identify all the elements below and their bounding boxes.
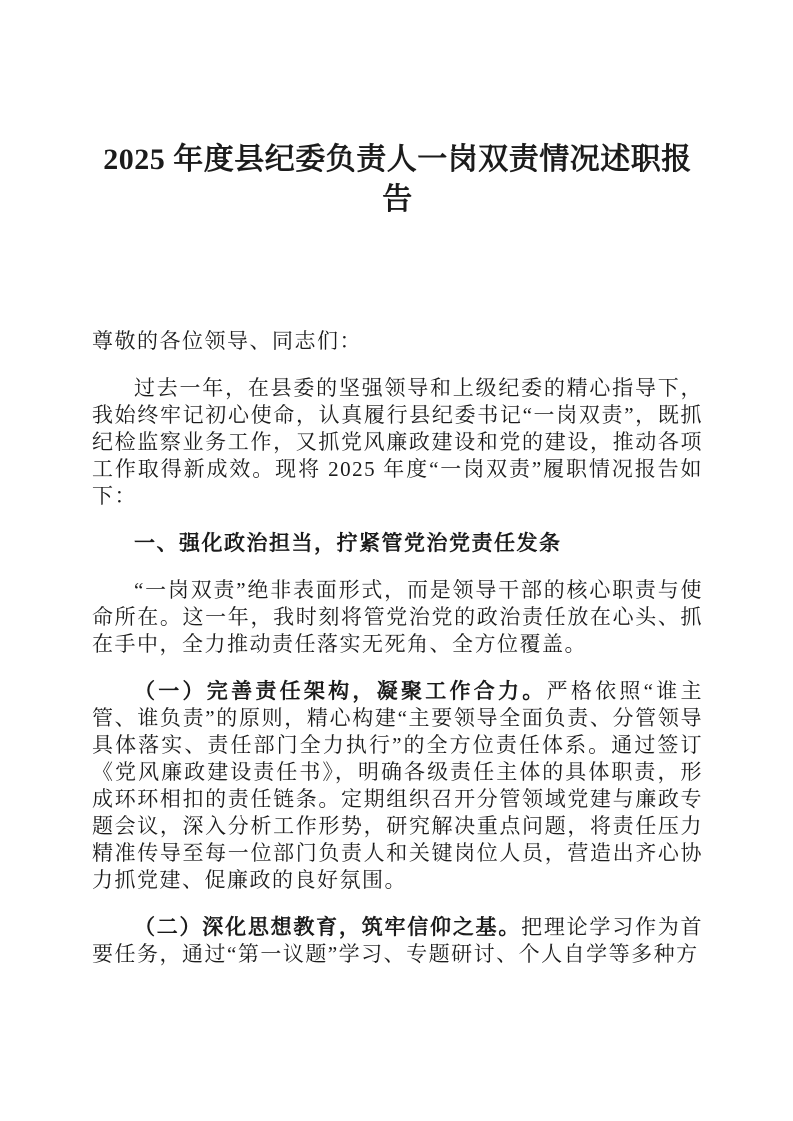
subsection-2-text: 把理论学习作为首要任务，通过“第一议题”学习、专题研讨、个人自学等多种方 xyxy=(92,915,704,966)
paragraph-section-overview: “一岗双责”绝非表面形式，而是领导干部的核心职责与使命所在。这一年，我时刻将管党治党的政治责任放在心头、抓在手中，全力推动责任落实无死角、全方位覆盖。 xyxy=(92,578,703,656)
document-title: 2025 年度县纪委负责人一岗双责情况述职报告 xyxy=(103,143,692,216)
section-heading-one: 一、强化政治担当，拧紧管党治党责任发条 xyxy=(134,531,562,555)
subsection-1-lead: （一）完善责任架构，凝聚工作合力。 xyxy=(134,679,547,703)
salutation-line: 尊敬的各位领导、同志们： xyxy=(92,329,362,353)
subsection-2-lead: （二）深化思想教育，筑牢信仰之基。 xyxy=(134,915,522,939)
paragraph-subsection-1 xyxy=(92,678,703,894)
paragraph-introduction: 过去一年，在县委的坚强领导和上级纪委的精心指导下，我始终牢记初心使命，认真履行县纪委书记“一岗双责”，既抓纪检监察业务工作，又抓党风廉政建设和党的建设，推动各项工作取得新成效。现将 2025 年度“一岗双责”履职情况报告如下： xyxy=(92,376,703,508)
subsection-1-text: 严格依照“谁主管、谁负责”的原则，精心构建“主要领导全面负责、分管领导具体落实、责任部门全力执行”的全方位责任体系。通过签订《党风廉政建设责任书》，明确各级责任主体的具体职责，形成环环相扣的责任链条。定期组织召开分管领域党建与廉政专题会议，深入分析工作形势，研究解决重点问题，将责任压力精准传导至每一位部门负责人和关键岗位人员，营造出齐心协力抓党建、促廉政的良好氛围。 xyxy=(92,679,703,892)
paragraph-subsection-2 xyxy=(92,914,703,968)
